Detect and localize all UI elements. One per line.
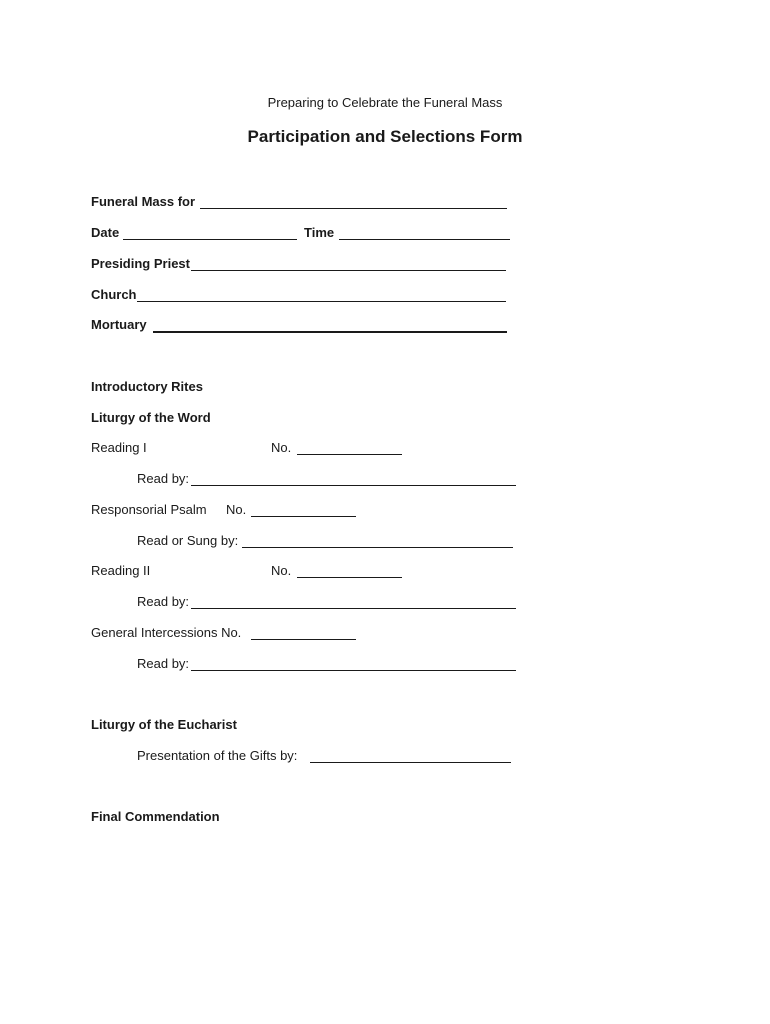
church-label: Church	[91, 287, 137, 302]
date-label: Date	[91, 225, 120, 240]
date-field[interactable]	[123, 239, 297, 240]
form-subtitle: Preparing to Celebrate the Funeral Mass	[267, 95, 503, 110]
intercessions-read-by-field[interactable]	[191, 670, 516, 671]
intercessions-no-field[interactable]	[251, 639, 356, 640]
intercessions-label: General Intercessions No.	[91, 625, 242, 640]
psalm-no-label: No.	[226, 502, 247, 517]
funeral-mass-for-field[interactable]	[200, 208, 507, 209]
mortuary-field[interactable]	[153, 331, 507, 333]
psalm-read-by-field[interactable]	[242, 547, 513, 548]
reading-2-read-by-label: Read by:	[137, 594, 190, 609]
psalm-read-by-label: Read or Sung by:	[137, 533, 239, 548]
liturgy-of-the-eucharist-heading: Liturgy of the Eucharist	[91, 717, 237, 732]
presentation-of-gifts-field[interactable]	[310, 762, 511, 763]
presentation-of-gifts-label: Presentation of the Gifts by:	[137, 748, 298, 763]
church-field[interactable]	[137, 301, 506, 302]
intercessions-read-by-label: Read by:	[137, 656, 190, 671]
presiding-priest-label: Presiding Priest	[91, 256, 190, 271]
reading-2-label: Reading II	[91, 563, 151, 578]
liturgy-of-the-word-heading: Liturgy of the Word	[91, 410, 211, 425]
reading-1-read-by-field[interactable]	[191, 485, 516, 486]
mortuary-label: Mortuary	[91, 317, 147, 332]
funeral-mass-for-label: Funeral Mass for	[91, 194, 196, 209]
time-label: Time	[304, 225, 335, 240]
reading-2-no-field[interactable]	[297, 577, 402, 578]
reading-2-no-label: No.	[271, 563, 292, 578]
reading-2-read-by-field[interactable]	[191, 608, 516, 609]
form-title: Participation and Selections Form	[247, 127, 523, 146]
reading-1-read-by-label: Read by:	[137, 471, 190, 486]
reading-1-label: Reading I	[91, 440, 147, 455]
psalm-label: Responsorial Psalm	[91, 502, 207, 517]
final-commendation-heading: Final Commendation	[91, 809, 220, 824]
time-field[interactable]	[339, 239, 510, 240]
reading-1-no-field[interactable]	[297, 454, 402, 455]
reading-1-no-label: No.	[271, 440, 292, 455]
psalm-no-field[interactable]	[251, 516, 356, 517]
presiding-priest-field[interactable]	[191, 270, 506, 271]
introductory-rites-heading: Introductory Rites	[91, 379, 203, 394]
